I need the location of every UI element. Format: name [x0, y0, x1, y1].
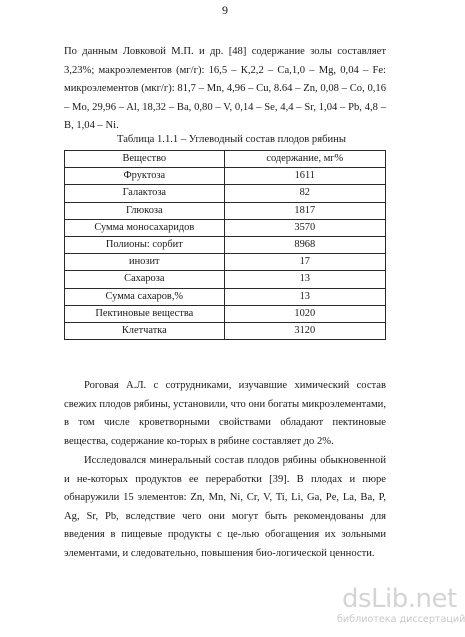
table-row [65, 185, 386, 202]
table-row [65, 168, 386, 185]
table-row [65, 219, 386, 236]
table-row [65, 322, 386, 339]
table-row [65, 236, 386, 253]
table-row [65, 271, 386, 288]
watermark-subtitle: библиотека диссертаций [337, 614, 465, 625]
cell-substance: Полионы: сорбит [65, 236, 225, 253]
cell-substance: Глюкоза [65, 202, 225, 219]
cell-content: 13 [224, 271, 385, 288]
cell-substance: Клетчатка [65, 322, 225, 339]
page-number: 9 [222, 3, 228, 17]
table-row [65, 288, 386, 305]
cell-substance: Пектиновые вещества [65, 305, 225, 322]
cell-content: 3570 [224, 219, 385, 236]
cell-substance: Фруктоза [65, 168, 225, 185]
watermark-logo: dsLib.net [342, 584, 457, 614]
cell-content: 8968 [224, 236, 385, 253]
cell-content: 82 [224, 185, 385, 202]
header-substance: Вещество [65, 151, 225, 168]
cell-substance: Сахароза [65, 271, 225, 288]
cell-substance: Сумма моносахаридов [65, 219, 225, 236]
carbohydrate-table [64, 150, 386, 340]
cell-substance: Галактоза [65, 185, 225, 202]
table-row [65, 202, 386, 219]
paragraph-mineral-content: По данным Ловковой М.П. и др. [48] содержание золы составляет 3,23%; макроэлементов (мг/г): 16,5 – К,2,2 – Са,1,0 – Mg, 0,04 – Fe: микроэлементов (мкг/г): 81,7 – Mn, 4,96 – Cu, 8.64 – Zn, 0,08 – Co, 0,16 – Mo, 29,96 – Al, 18,32 – Ba, 0,80 – V, 0,14 – Se, 4,4 – Sr, 1,04 – Pb, 4,8 – B, 1,04 – Ni. [64, 46, 386, 132]
cell-substance: инозит [65, 254, 225, 271]
cell-content: 1020 [224, 305, 385, 322]
cell-content: 17 [224, 254, 385, 271]
paragraph-rogovaya: Роговая А.Л. с сотрудниками, изучавшие химический состав свежих плодов рябины, установили, что они богаты микроэлементами, в том числе кроветворными свойствами обладают пектиновые вещества, содержание ко-торых в рябине составляет до 2%. [64, 380, 386, 447]
cell-substance: Сумма сахаров,% [65, 288, 225, 305]
watermark [330, 584, 465, 634]
cell-content: 1611 [224, 168, 385, 185]
cell-content: 13 [224, 288, 385, 305]
paragraph-mineral-composition: Исследовался минеральный состав плодов рябины обыкновенной и не-которых продуктов ее переработки [39]. В плодах и пюре обнаружили 15 элементов: Zn, Mn, Ni, Cr, V, Ti, Li, Ga, Pe, La, Ba, P, Ag, Sr, Pb, вследствие чего они могут быть рекомендованы для введения в пищевые продукты с це-лью обогащения их зольными элементами, и следовательно, повышения био-логической ценности. [64, 455, 386, 559]
table-row [65, 254, 386, 271]
cell-content: 3120 [224, 322, 385, 339]
table-header-row [65, 151, 386, 168]
table-caption: Таблица 1.1.1 – Углеводный состав плодов рябины [117, 134, 346, 145]
table-row [65, 305, 386, 322]
cell-content: 1817 [224, 202, 385, 219]
header-content: содержание, мг% [224, 151, 385, 168]
